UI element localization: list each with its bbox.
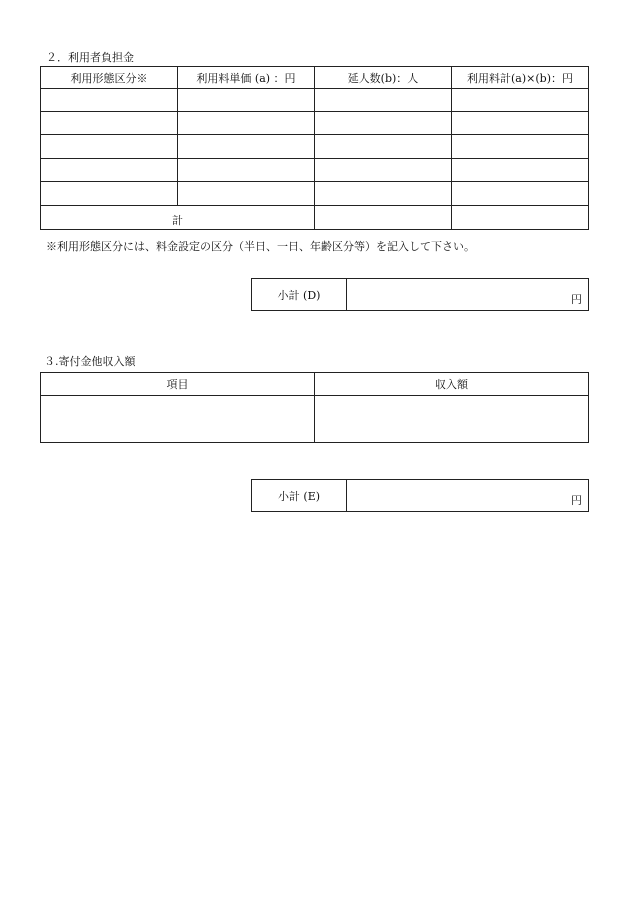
subtotal-e-box <box>251 479 589 512</box>
fee-total-cell[interactable] <box>452 112 589 135</box>
table-row <box>41 396 589 443</box>
total-persons-cell[interactable] <box>315 89 452 112</box>
income-amount-cell[interactable] <box>315 396 589 443</box>
total-persons-cell[interactable] <box>315 159 452 182</box>
total-persons-total-cell[interactable] <box>315 206 452 230</box>
usage-category-cell[interactable] <box>41 159 178 182</box>
item-cell[interactable] <box>41 396 315 443</box>
header-income-amount: 収入額 <box>315 373 589 396</box>
usage-category-cell[interactable] <box>41 182 178 206</box>
fee-total-cell[interactable] <box>452 159 589 182</box>
subtotal-d-box <box>251 278 589 311</box>
header-usage-category: 利用形態区分※ <box>41 67 178 89</box>
total-row <box>41 206 589 230</box>
table-row <box>41 135 589 159</box>
table-row <box>41 112 589 135</box>
subtotal-d-field[interactable] <box>347 279 589 311</box>
table-header-row <box>41 373 589 396</box>
usage-category-cell[interactable] <box>41 89 178 112</box>
subtotal-e-field[interactable] <box>347 480 589 512</box>
fee-total-cell[interactable] <box>452 89 589 112</box>
total-label: 計 <box>41 206 315 230</box>
unit-price-cell[interactable] <box>178 112 315 135</box>
table-row <box>41 89 589 112</box>
donation-income-table <box>40 372 589 443</box>
section3-title: ３.寄付金他収入額 <box>44 355 136 368</box>
yen-unit: 円 <box>571 293 582 306</box>
subtotal-d-label: 小計 (D) <box>252 279 347 311</box>
subtotal-e-label: 小計 (E) <box>252 480 347 512</box>
total-persons-cell[interactable] <box>315 135 452 159</box>
fee-total-cell[interactable] <box>452 182 589 206</box>
header-item: 項目 <box>41 373 315 396</box>
header-fee-total: 利用料計(a)×(b)：円 <box>452 67 589 89</box>
section2-title: ２．利用者負担金 <box>46 51 134 64</box>
usage-category-cell[interactable] <box>41 135 178 159</box>
user-fee-table <box>40 66 589 230</box>
unit-price-cell[interactable] <box>178 89 315 112</box>
unit-price-cell[interactable] <box>178 159 315 182</box>
total-persons-cell[interactable] <box>315 182 452 206</box>
table-row <box>41 182 589 206</box>
unit-price-cell[interactable] <box>178 135 315 159</box>
table-header-row <box>41 67 589 89</box>
usage-category-cell[interactable] <box>41 112 178 135</box>
total-persons-cell[interactable] <box>315 112 452 135</box>
fee-total-cell[interactable] <box>452 135 589 159</box>
yen-unit: 円 <box>571 494 582 507</box>
header-unit-price: 利用料単価 (a) ：円 <box>178 67 315 89</box>
fee-total-total-cell[interactable] <box>452 206 589 230</box>
unit-price-cell[interactable] <box>178 182 315 206</box>
table-row <box>41 159 589 182</box>
header-total-persons: 延人数(b)：人 <box>315 67 452 89</box>
usage-category-note: ※利用形態区分には、料金設定の区分（半日、一日、年齢区分等）を記入して下さい。 <box>46 240 475 253</box>
